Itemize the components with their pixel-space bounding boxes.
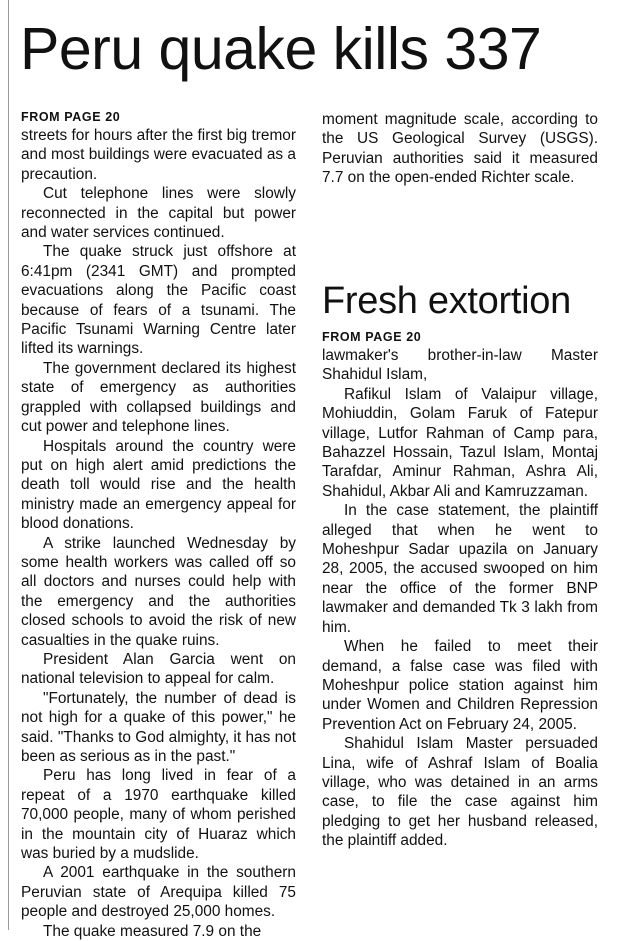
article-paragraph: When he failed to meet their demand, a false case was filed with Moheshpur police station against him under Women and Children Repression Prevention Act on February 24, 2005. xyxy=(322,638,598,733)
article-paragraph: moment magnitude scale, according to the US Geological Survey (USGS). Peruvian authorities said it measured 7.7 on the open-ended Richter scale. xyxy=(322,111,598,187)
article-paragraph: Cut telephone lines were slowly reconnected in the capital but power and water services continued. xyxy=(21,185,296,242)
extortion-article-column xyxy=(322,330,598,851)
headline-fresh-extortion: Fresh extortion xyxy=(322,280,571,322)
continued-from-label: FROM PAGE 20 xyxy=(322,330,422,344)
article-paragraph: President Alan Garcia went on national television to appeal for calm. xyxy=(21,650,296,688)
page-edge-rule xyxy=(8,0,9,930)
article-paragraph: A strike launched Wednesday by some health workers was called off so all doctors and nurses could help with the emergency and the authorities closed schools to avoid the risk of new casualties in the quake ruins. xyxy=(21,534,296,649)
article-paragraph: streets for hours after the first big tremor and most buildings were evacuated as a precaution. xyxy=(21,127,296,183)
article-paragraph: The government declared its highest state of emergency as authorities grappled with collapsed buildings and cut power and telephone lines. xyxy=(21,359,296,436)
peru-article-continuation xyxy=(322,110,598,188)
continued-from-label: FROM PAGE 20 xyxy=(21,110,121,124)
article-paragraph: Shahidul Islam Master persuaded Lina, wife of Ashraf Islam of Boalia village, who was detained in an arms case, to file the case against him pledging to get her husband released, the plaintiff added. xyxy=(322,735,598,850)
article-paragraph: lawmaker's brother-in-law Master Shahidul Islam, xyxy=(322,347,598,384)
peru-article-column xyxy=(21,110,296,941)
article-paragraph: Rafikul Islam of Valaipur village, Mohiuddin, Golam Faruk of Fatepur village, Lutfor Rahman of Camp para, Bahazzel Hossain, Tazul Islam, Montaj Tarafdar, Aminur Rahman, Ashra Ali, Shahidul, Akbar Ali and Kamruzzaman. xyxy=(322,385,598,500)
article-paragraph: "Fortunately, the number of dead is not high for a quake of this power," he said. "Thanks to God almighty, it has not been as serious as in the past." xyxy=(21,689,296,765)
article-paragraph: Peru has long lived in fear of a repeat of a 1970 earthquake killed 70,000 people, many of whom perished in the mountain city of Huaraz which was buried by a mudslide. xyxy=(21,767,296,863)
article-paragraph: The quake struck just offshore at 6:41pm (2341 GMT) and prompted evacuations along the Pacific coast because of fears of a tsunami. The Pacific Tsunami Warning Centre later lifted its warnings. xyxy=(21,243,296,358)
article-paragraph: Hospitals around the country were put on high alert amid predictions the death toll would rise and the health ministry made an emergency appeal for blood donations. xyxy=(21,437,296,533)
headline-peru-quake: Peru quake kills 337 xyxy=(20,16,542,82)
article-paragraph: A 2001 earthquake in the southern Peruvian state of Arequipa killed 75 people and destroyed 25,000 homes. xyxy=(21,864,296,921)
article-paragraph: The quake measured 7.9 on the xyxy=(43,922,262,940)
article-paragraph: In the case statement, the plaintiff alleged that when he went to Moheshpur Sadar upazila on January 28, 2005, the accused swooped on him near the office of the former BNP lawmaker and demanded Tk 3 lakh from him. xyxy=(322,502,598,636)
